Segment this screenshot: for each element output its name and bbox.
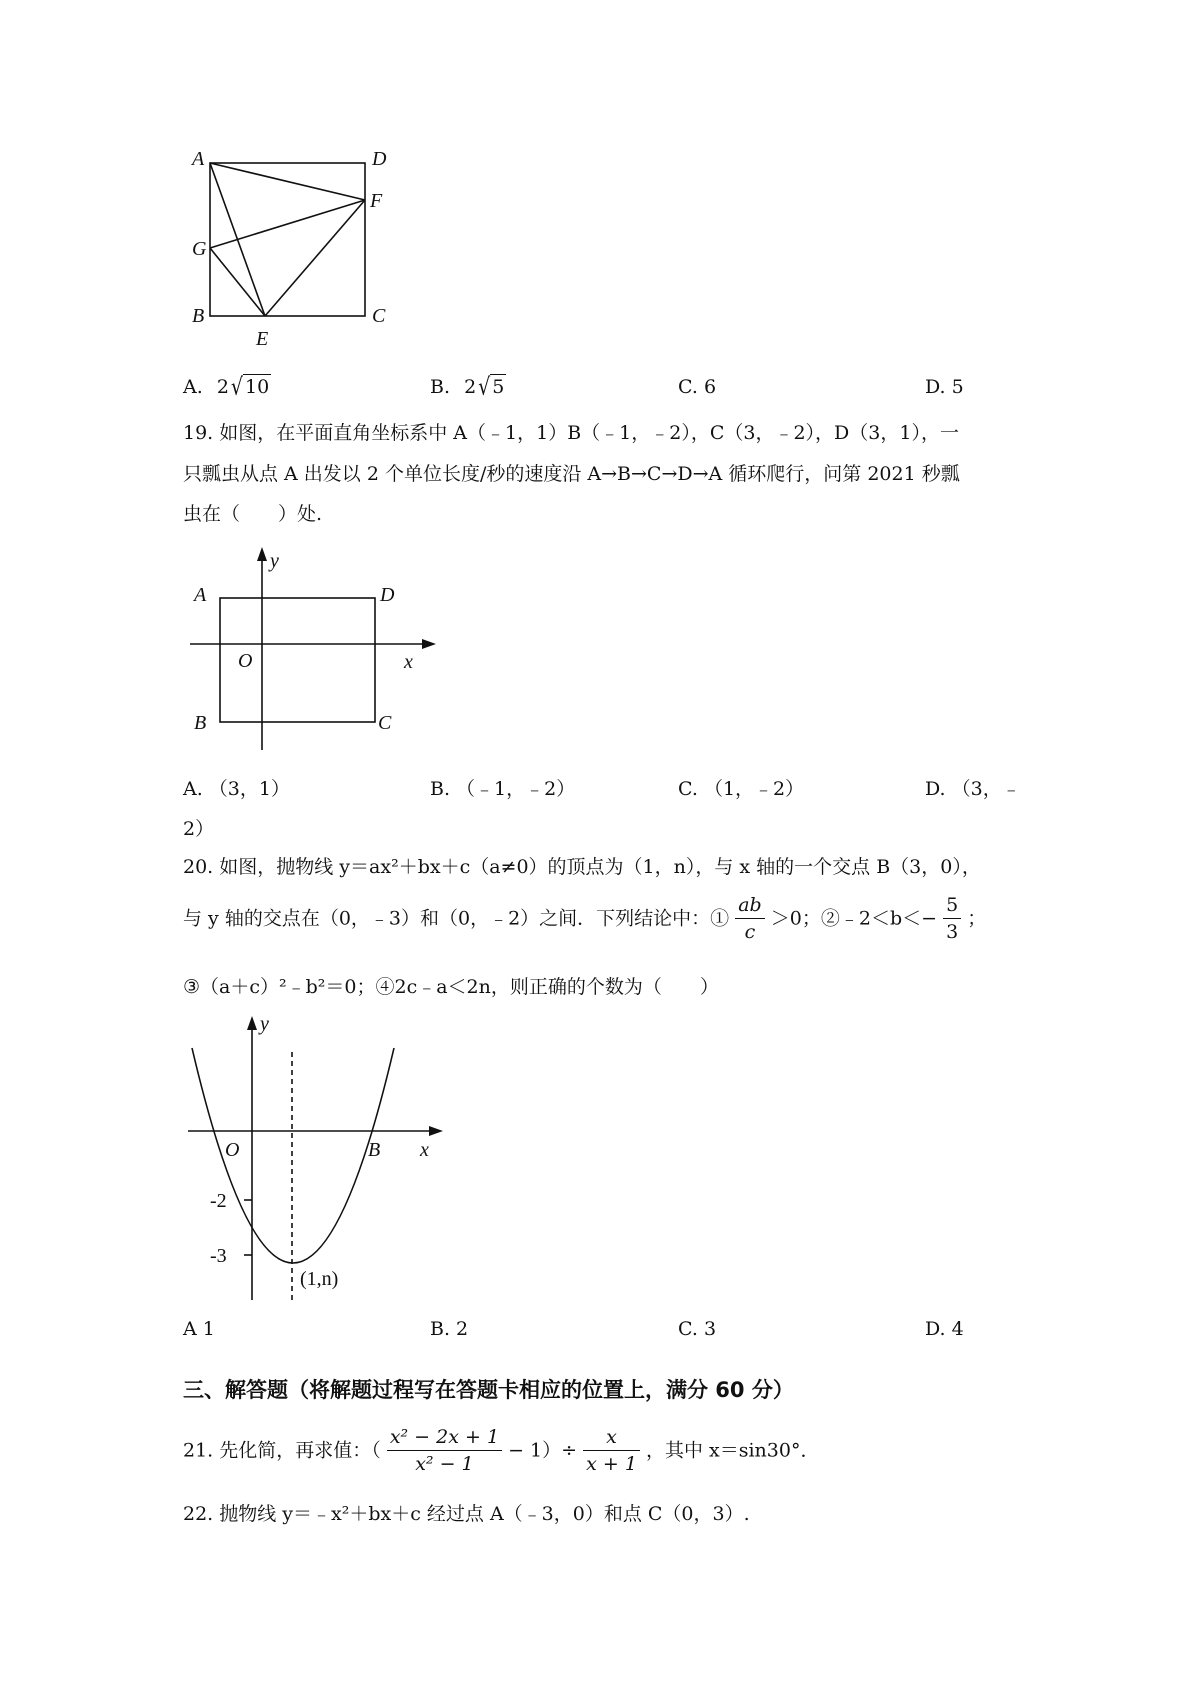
q20-option-d[interactable]: D. 4 [925, 1318, 964, 1340]
q19-option-d[interactable]: D. （3，﹣ [925, 778, 1021, 800]
label-C: C [378, 712, 392, 734]
axis-label-x: x [420, 1139, 429, 1161]
q19-line-2: 只瓢虫从点 A 出发以 2 个单位长度/秒的速度沿 A→B→C→D→A 循环爬行，问第 2021 秒瓢 [183, 463, 960, 485]
label-G: G [192, 238, 207, 260]
q19-option-b[interactable]: B. （﹣1，﹣2） [430, 778, 576, 800]
figure-parabola [180, 1010, 450, 1315]
label-D: D [380, 584, 395, 606]
axis-label-y: y [260, 1013, 269, 1035]
q22-line: 22. 抛物线 y＝﹣x²＋bx＋c 经过点 A（﹣3，0）和点 C（0，3）. [183, 1503, 750, 1525]
q20-option-c[interactable]: C. 3 [678, 1318, 717, 1340]
q19-option-c[interactable]: C. （1，﹣2） [678, 778, 805, 800]
axis-label-x: x [404, 651, 413, 673]
q19-option-a[interactable]: A. （3，1） [183, 778, 290, 800]
q18-option-a[interactable]: A. 2 √ 10 [183, 373, 270, 401]
q19-line-1: 19. 如图，在平面直角坐标系中 A（﹣1，1）B（﹣1，﹣2），C（3，﹣2），D（3，1），一 [183, 422, 959, 444]
q20-line-1: 20. 如图，抛物线 y＝ax²＋bx＋c（a≠0）的顶点为（1，n），与 x 轴的一个交点 B（3，0）， [183, 856, 981, 878]
fraction-5-over-3: $\frac{5}{3}$ [943, 896, 961, 942]
fraction-ab-over-c: $\frac{ab}{c}$ [735, 896, 765, 942]
label-B: B [194, 712, 207, 734]
label-E: E [256, 328, 269, 350]
label-C: C [372, 305, 386, 327]
vertex-label: (1,n) [300, 1268, 339, 1290]
q20-line-2: 与 y 轴的交点在（0，﹣3）和（0，﹣2）之间．下列结论中：① $\frac{ab}{c}$ ＞0；②﹣2＜b＜− $\frac{5}{3}$ ； [183, 894, 987, 943]
q20-option-a[interactable]: A 1 [183, 1318, 215, 1340]
q19-line-3: 虫在（ ）处. [183, 503, 323, 525]
figure-square-adfcb [180, 145, 410, 355]
q18-option-b[interactable]: B. 2 √ 5 [430, 373, 505, 401]
fraction-q21-second: $\frac{x}{x + 1}$ [583, 1428, 640, 1474]
section-heading: 三、解答题（将解题过程写在答题卡相应的位置上，满分 60 分） [183, 1378, 794, 1402]
q18-option-c[interactable]: C. 6 [678, 376, 717, 398]
q18-option-d[interactable]: D. 5 [925, 376, 964, 398]
label-O: O [225, 1139, 240, 1161]
tick-label-minus-2: -2 [210, 1190, 227, 1212]
q20-line-3: ③（a＋c）²﹣b²＝0；④2c﹣a＜2n，则正确的个数为（ ） [183, 976, 719, 998]
label-F: F [370, 190, 383, 212]
q20-option-b[interactable]: B. 2 [430, 1318, 469, 1340]
label-B: B [192, 305, 205, 327]
label-D: D [372, 148, 387, 170]
q19-option-d-wrap: 2） [183, 818, 215, 840]
q21-line: 21. 先化简，再求值：（ $\frac{\text{x² − 2x + 1}}{\text{x² − 1}}$ − 1）÷ $\frac{x}{x + 1}$ ，其中 x＝sin30°． [183, 1426, 820, 1475]
label-O: O [238, 650, 253, 672]
axis-label-y: y [270, 550, 279, 572]
tick-label-minus-3: -3 [210, 1245, 227, 1267]
label-A: A [194, 584, 207, 606]
label-B: B [368, 1139, 381, 1161]
label-A: A [192, 148, 205, 170]
figure-coordinate-rectangle [180, 545, 440, 760]
fraction-q21-first: $\frac{\text{x² − 2x + 1}}{\text{x² − 1}}$ [387, 1428, 502, 1474]
